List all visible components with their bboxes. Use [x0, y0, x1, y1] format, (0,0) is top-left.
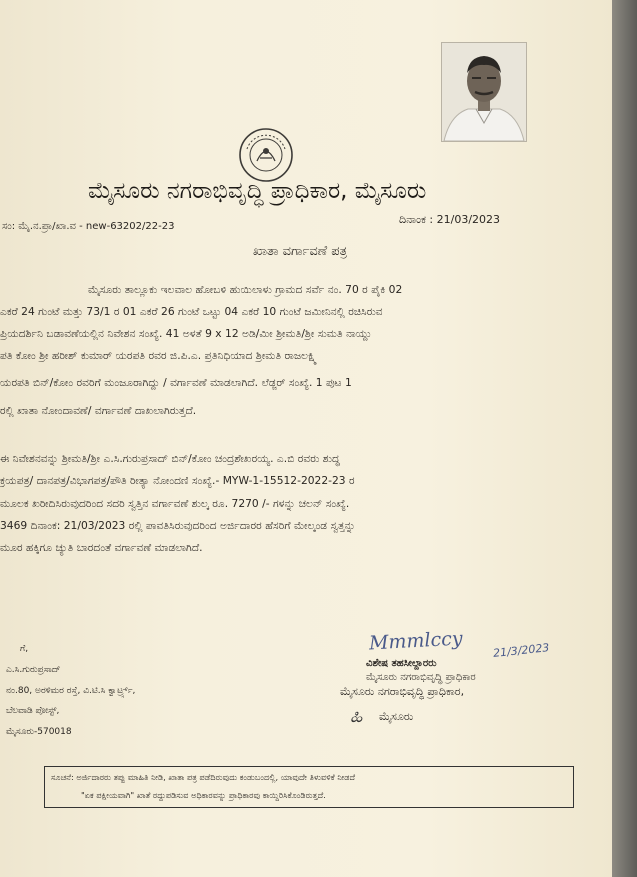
notice-line: ಸೂಚನೆ: ಅರ್ಜಿದಾರರು ತಪ್ಪು ಮಾಹಿತಿ ನೀಡಿ, ಖಾತಾ ಪತ್ರ ಪಡೆದಿರುವುದು ಕಂಡುಬಂದಲ್ಲಿ, ಯಾವುದೇ ತಿಳುವಳಿಕೆ ನೀಡದೆ: [51, 772, 356, 782]
paragraph-line: ರಲ್ಲಿ ಖಾತಾ ನೋಂದಾವಣೆ/ ವರ್ಗಾವಣೆ ದಾಖಲಾಗಿರುತ್ತದೆ.: [0, 404, 197, 417]
reference-number: ಸಂ: ಮೈ.ನ.ಪ್ರಾ/ಖಾ.ವ - new-63202/22-23: [2, 221, 175, 232]
handwritten-initial: ಹಿ: [350, 706, 363, 727]
applicant-photo: [441, 42, 527, 142]
notice-line: "ಏಕ ಪಕ್ಷೀಯವಾಗಿ" ಖಾತೆ ರದ್ದುಪಡಿಸುವ ಅಧಿಕಾರವನ್ನು ಪ್ರಾಧಿಕಾರವು ಕಾಯ್ದಿರಿಸಿಕೊಂಡಿರುತ್ತದೆ.: [81, 790, 326, 800]
official-stamp: ಮೈಸೂರು ನಗರಾಭಿವೃದ್ಧಿ ಪ್ರಾಧಿಕಾರ: [366, 672, 476, 683]
paragraph-line: ಪ್ರಿಯದರ್ಶಿನಿ ಬಡಾವಣೆಯಲ್ಲಿನ ನಿವೇಶನ ಸಂಖ್ಯೆ. 41 ಅಳತೆ 9 x 12 ಅಡಿ/ಮೀ ಶ್ರೀಮತಿ/ಶ್ರೀ ಸುಮತಿ ನಾಯ್ದು: [0, 327, 372, 340]
signatory-designation: ವಿಶೇಷ ತಹಸೀಲ್ದಾರರು: [366, 658, 437, 669]
paragraph-line: ಯರಪತಿ ಬಿನ್/ಕೋಂ ರವರಿಗೆ ಮಂಜೂರಾಗಿದ್ದು / ವರ್ಗಾವಣೆ ಮಾಡಲಾಗಿದೆ. ಲೆಡ್ಜರ್ ಸಂಖ್ಯೆ. 1 ಪುಟ 1: [0, 376, 352, 389]
page-title: ಮೈಸೂರು ನಗರಾಭಿವೃದ್ಧಿ ಪ್ರಾಧಿಕಾರ, ಮೈಸೂರು: [88, 178, 427, 204]
paragraph-line: ಎಕರೆ 24 ಗುಂಟೆ ಮತ್ತು 73/1 ರ 01 ಎಕರೆ 26 ಗುಂಟೆ ಒಟ್ಟು 04 ಎಕರೆ 10 ಗುಂಟೆ ಜಮೀನಿನಲ್ಲಿ ರಚಿಸಿರುವ: [0, 305, 383, 318]
paragraph-line: ಕ್ರಯಪತ್ರ/ ದಾನಪತ್ರ/ವಿಭಾಗಪತ್ರ/ಪೌತಿ ರೀತ್ಯಾ ನೋಂದಣಿ ಸಂಖ್ಯೆ.- MYW-1-15512-2022-23 ರ: [0, 474, 355, 487]
page-edge: [612, 0, 637, 877]
handwritten-signature: Mmmlccy: [368, 627, 464, 655]
document-subtitle: ಖಾತಾ ವರ್ಗಾವಣೆ ಪತ್ರ: [253, 244, 348, 259]
authority-name: ಮೈಸೂರು ನಗರಾಭಿವೃದ್ಧಿ ಪ್ರಾಧಿಕಾರ,: [340, 685, 465, 698]
addressee-line: ನಂ.80, ಅರಳಿಮರ ರಸ್ತೆ, ವಿ.ಟಿ.ಸಿ ಕ್ವಾರ್ಟ್ರ್ಸ್,: [6, 686, 136, 696]
paragraph-line: ಪತಿ ಕೋಂ ಶ್ರೀ ಹರೀಶ್ ಕುಮಾರ್ ಯರಪತಿ ರವರ ಜಿ.ಪಿ.ಎ. ಪ್ರತಿನಿಧಿಯಾದ ಶ್ರೀಮತಿ ರಾಜಲಕ್ಷ್ಮಿ: [0, 349, 318, 362]
authority-city: ಮೈಸೂರು: [379, 710, 414, 723]
handwritten-date: 21/3/2023: [492, 641, 550, 660]
addressee-name: ಎ.ಸಿ.ಗುರುಪ್ರಸಾದ್: [6, 665, 61, 675]
authority-seal-icon: [238, 127, 294, 183]
notice-box: [44, 766, 574, 808]
addressee-to: ಗೆ,: [20, 644, 29, 654]
paragraph-line: ಈ ನಿವೇಶನವನ್ನು ಶ್ರೀಮತಿ/ಶ್ರೀ ಎ.ಸಿ.ಗುರುಪ್ರಸಾದ್ ಬಿನ್/ಕೋಂ ಚಂದ್ರಶೇಖರಯ್ಯ. ಎ.ಬಿ ರವರು ಶುದ್ಧ: [0, 452, 340, 465]
addressee-line: ಬೆಲವಾಡಿ ಪೋಸ್ಟ್,: [6, 706, 60, 716]
addressee-line: ಮೈಸೂರು-570018: [6, 727, 72, 737]
paragraph-line: ಮೈಸೂರು ತಾಲ್ಲೂಕು ಇಲವಾಲ ಹೋಬಳಿ ಹುಯಿಲಾಳು ಗ್ರಾಮದ ಸರ್ವೆ ನಂ. 70 ರ ಪೈಕಿ 02: [88, 283, 403, 296]
paragraph-line: 3469 ದಿನಾಂಕ: 21/03/2023 ರಲ್ಲಿ ಪಾವತಿಸಿರುವುದರಿಂದ ಅರ್ಜಿದಾರರ ಹೆಸರಿಗೆ ಮೇಲ್ಕಂಡ ಸ್ವತ್ತನ್ನು: [0, 519, 356, 532]
paragraph-line: ಮೂಲಕ ಖರೀದಿಸಿರುವುದರಿಂದ ಸದರಿ ಸ್ವತ್ತಿನ ವರ್ಗಾವಣೆ ಶುಲ್ಕ ರೂ. 7270 /- ಗಳನ್ನು ಚಲನ್ ಸಂಖ್ಯೆ.: [0, 497, 350, 510]
issue-date: ದಿನಾಂಕ : 21/03/2023: [399, 213, 501, 226]
paragraph-line: ಮೂರ ಹಕ್ಕಿಗೂ ಚ್ಯುತಿ ಬಾರದಂತೆ ವರ್ಗಾವಣೆ ಮಾಡಲಾಗಿದೆ.: [0, 541, 203, 554]
